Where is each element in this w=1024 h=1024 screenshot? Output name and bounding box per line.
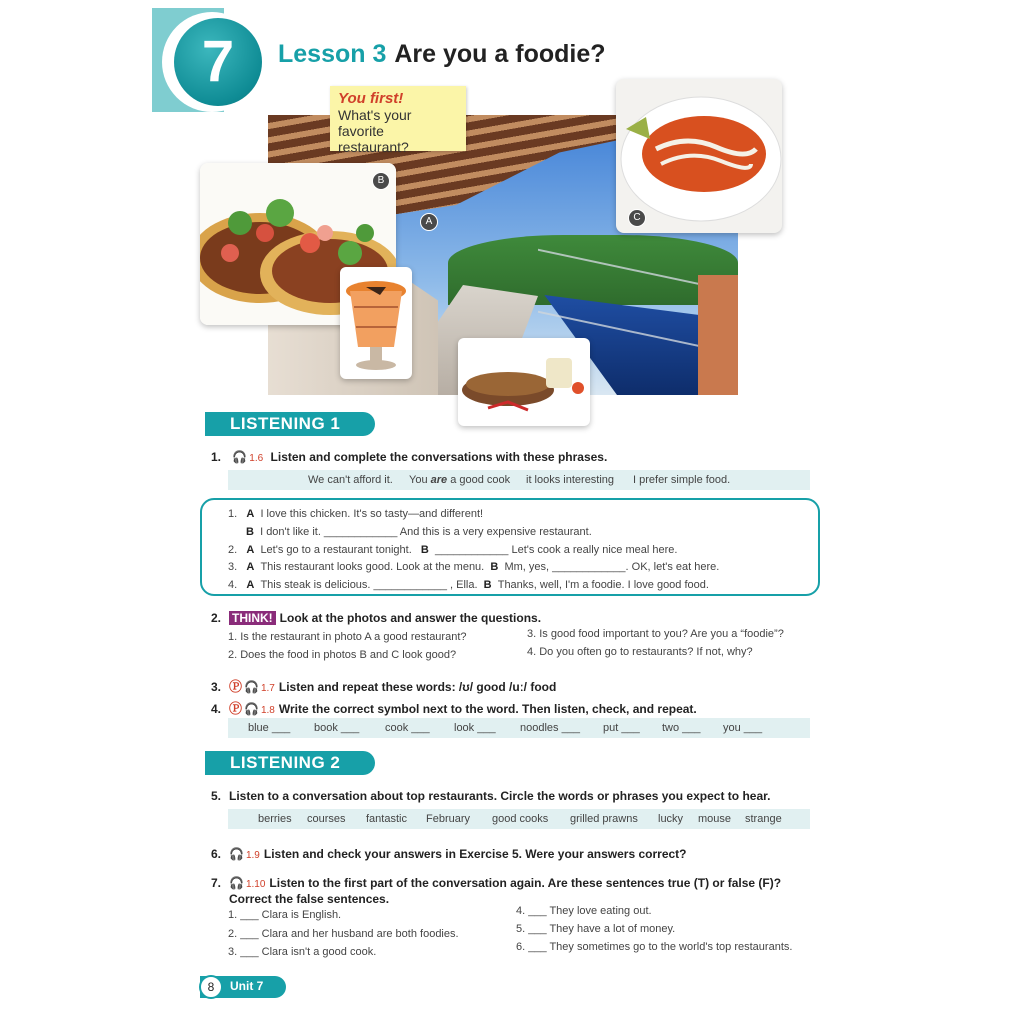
headphones-icon[interactable]: 🎧 — [244, 702, 259, 716]
page-number: 8 — [199, 975, 223, 999]
dessert-cup-illustration — [340, 267, 412, 379]
line-text: This restaurant looks good. Look at the menu. — [260, 561, 485, 573]
exercise-7 — [211, 876, 781, 890]
word: lucky — [658, 813, 684, 825]
word: book ___ — [314, 722, 360, 734]
exercise-7-instruction-line2: Correct the false sentences. — [229, 892, 390, 906]
exercise-2-item: 4. Do you often go to restaurants? If not, why? — [527, 646, 753, 658]
phrase-box — [228, 470, 810, 490]
exercise-2 — [211, 611, 541, 625]
line-text: Let's go to a restaurant tonight. — [260, 544, 412, 556]
exercise-4-instruction: Write the correct symbol next to the word. Then listen, check, and repeat. — [278, 702, 697, 716]
line-number: 3. — [228, 561, 238, 573]
exercise-7-item: 5. ___ They have a lot of money. — [516, 923, 676, 935]
word: fantastic — [366, 813, 407, 825]
word-box — [228, 809, 810, 829]
word: two ___ — [662, 722, 701, 734]
conversation-line — [228, 579, 709, 591]
phrase-part-emphasis: are — [430, 474, 448, 486]
exercise-2-item: 3. Is good food important to you? Are you a “foodie”? — [527, 628, 784, 640]
exercise-2-item: 2. Does the food in photos B and C look good? — [228, 649, 457, 661]
phrase: I prefer simple food. — [633, 474, 731, 486]
conversation-line — [228, 561, 719, 573]
line-text: I don't like it. ____________ And this is a very expensive restaurant. — [260, 526, 592, 538]
wrap-dish-illustration — [458, 338, 590, 426]
phrase-part: a good cook — [450, 474, 511, 486]
speaker-b: B — [420, 544, 429, 556]
conversation-line — [228, 508, 483, 520]
conversation-line — [246, 526, 592, 538]
photo-dessert-cup — [340, 267, 412, 379]
speaker-a: A — [246, 561, 255, 573]
you-first-note — [330, 86, 466, 155]
exercise-6-number: 6. — [211, 847, 222, 861]
track-number: 1.7 — [260, 683, 275, 694]
pronunciation-icon: Ⓟ — [229, 701, 243, 716]
photo-wrap-dish — [458, 338, 590, 426]
footer-unit-label: Unit 7 — [230, 979, 264, 993]
exercise-1 — [211, 450, 607, 464]
unit-number-badge: 7 — [174, 18, 262, 106]
photo-label-c: C — [628, 209, 646, 227]
think-badge: THINK! — [229, 611, 276, 625]
speaker-a: A — [246, 544, 255, 556]
exercise-7-instruction-2 — [229, 892, 389, 906]
exercise-1-instruction: Listen and complete the conversations with these phrases. — [270, 450, 608, 464]
exercise-3-number: 3. — [211, 680, 222, 694]
exercise-2-number: 2. — [211, 611, 222, 625]
exercise-3 — [211, 676, 556, 695]
line-number: 4. — [228, 579, 238, 591]
exercise-7-item: 1. ___ Clara is English. — [228, 909, 342, 921]
line-text: ____________ Let's cook a really nice meal here. — [435, 544, 678, 556]
brick-column — [698, 275, 738, 395]
phrase: it looks interesting — [526, 474, 615, 486]
line-text: Mm, yes, ____________. OK, let's eat here. — [504, 561, 720, 573]
line-text: I love this chicken. It's so tasty—and different! — [260, 508, 484, 520]
word: good cooks — [492, 813, 549, 825]
exercise-2-instruction: Look at the photos and answer the questions. — [279, 611, 542, 625]
track-number: 1.9 — [245, 850, 260, 861]
exercise-3-instruction: Listen and repeat these words: /ʊ/ good /uː/ food — [278, 680, 557, 694]
headphones-icon[interactable]: 🎧 — [232, 450, 248, 464]
photo-enchilada — [616, 79, 782, 233]
headphones-icon[interactable]: 🎧 — [229, 847, 244, 861]
speaker-a: A — [246, 579, 255, 591]
word: you ___ — [723, 722, 763, 734]
listening-2-banner: LISTENING 2 — [205, 751, 375, 775]
exercise-2-item: 1. Is the restaurant in photo A a good restaurant? — [228, 631, 467, 643]
word: mouse — [698, 813, 732, 825]
pronunciation-icon: Ⓟ — [229, 679, 243, 694]
lesson-heading: Are you a foodie? — [394, 40, 606, 68]
photo-label-b: B — [372, 172, 390, 190]
word: cook ___ — [385, 722, 430, 734]
exercise-4-number: 4. — [211, 702, 222, 716]
word: February — [426, 813, 471, 825]
word: strange — [745, 813, 782, 825]
exercise-6 — [211, 847, 687, 861]
headphones-icon[interactable]: 🎧 — [244, 680, 259, 694]
lesson-label: Lesson 3 — [278, 40, 387, 68]
exercise-5 — [211, 789, 770, 803]
line-number: 1. — [228, 508, 238, 520]
track-number: 1.6 — [249, 453, 264, 464]
exercise-7-item: 2. ___ Clara and her husband are both foodies. — [228, 928, 459, 940]
listening-1-banner: LISTENING 1 — [205, 412, 375, 436]
line-text: Thanks, well, I'm a foodie. I love good food. — [497, 579, 709, 591]
track-number: 1.10 — [245, 879, 266, 890]
exercise-5-number: 5. — [211, 789, 222, 803]
exercise-7-item: 3. ___ Clara isn't a good cook. — [228, 946, 377, 958]
speaker-b: B — [483, 579, 492, 591]
phrase: We can't afford it. — [308, 474, 393, 486]
word: put ___ — [603, 722, 640, 734]
you-first-line1: What's your — [338, 107, 412, 123]
phrase-part: You — [409, 474, 428, 486]
photo-label-a: A — [420, 213, 438, 231]
line-number: 2. — [228, 544, 238, 556]
conversation-line — [228, 544, 677, 556]
exercise-6-instruction: Listen and check your answers in Exercise 5. Were your answers correct? — [263, 847, 687, 861]
exercise-7-instruction: Listen to the first part of the conversation again. Are these sentences true (T) or false (F)? — [269, 876, 782, 890]
exercise-4 — [211, 698, 697, 717]
you-first-title: You first! — [338, 90, 404, 107]
exercise-5-instruction: Listen to a conversation about top restaurants. Circle the words or phrases you expect to hear. — [229, 789, 771, 803]
word: noodles ___ — [520, 722, 580, 734]
exercise-1-number: 1. — [211, 450, 222, 464]
word: look ___ — [454, 722, 496, 734]
word-box — [228, 718, 810, 738]
speaker-b: B — [246, 526, 254, 538]
word: grilled prawns — [570, 813, 638, 825]
headphones-icon[interactable]: 🎧 — [229, 876, 244, 890]
exercise-7-item: 6. ___ They sometimes go to the world's top restaurants. — [516, 941, 793, 953]
word: courses — [307, 813, 346, 825]
lesson-title — [278, 40, 606, 69]
exercise-7-item: 4. ___ They love eating out. — [516, 905, 652, 917]
phrase — [409, 474, 510, 486]
speaker-b: B — [490, 561, 499, 573]
speaker-a: A — [246, 508, 255, 520]
exercise-7-number: 7. — [211, 876, 222, 890]
line-text: This steak is delicious. ____________ , Ella. — [260, 579, 478, 591]
word: berries — [258, 813, 292, 825]
word: blue ___ — [248, 722, 291, 734]
track-number: 1.8 — [260, 705, 275, 716]
you-first-line2: favorite restaurant? — [338, 123, 409, 155]
